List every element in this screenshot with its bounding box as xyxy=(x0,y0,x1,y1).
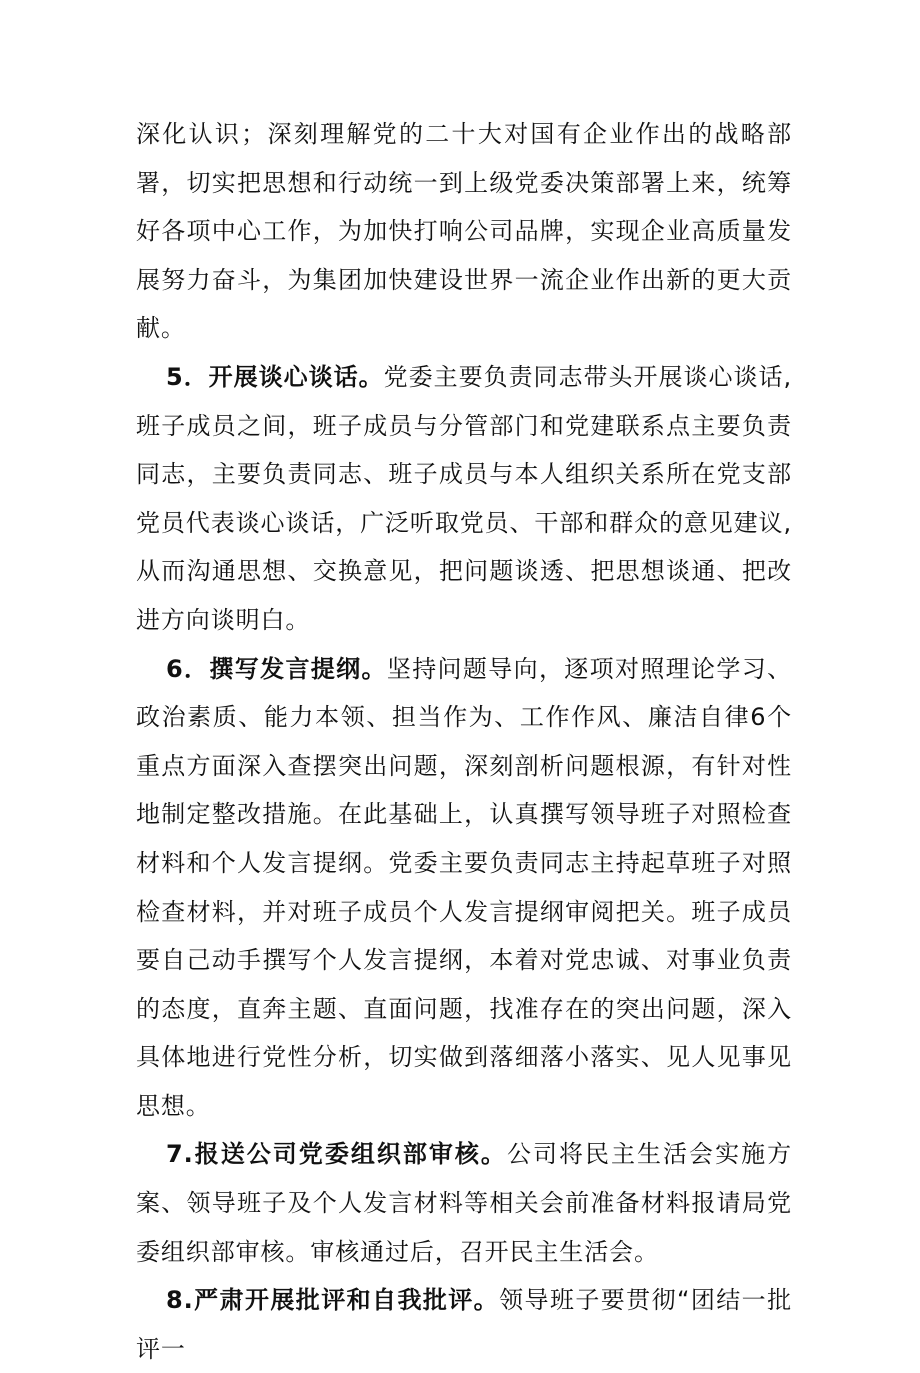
paragraph-heading: 6．撰写发言提纲。 xyxy=(166,654,387,683)
paragraph-body: 公司将民主生活会实施方案、领导班子及个人发言材料等相关会前准备材料报请局党委组织部审核。审核通过后，召开民主生活会。 xyxy=(136,1140,792,1266)
paragraph-item-5 xyxy=(136,353,792,645)
paragraph-body: 领导班子要贯彻“团结一批评一 xyxy=(136,1286,792,1363)
paragraph-heading: 8.严肃开展批评和自我批评。 xyxy=(166,1286,500,1315)
document-body xyxy=(136,110,792,1373)
paragraph-body: 党委主要负责同志带头开展谈心谈话,班子成员之间，班子成员与分管部门和党建联系点主要负责同志，主要负责同志、班子成员与本人组织关系所在党支部党员代表谈心谈话，广泛听取党员、干部和群众的意见建议,从而沟通思想、交换意见，把问题谈透、把思想谈通、把改进方向谈明白。 xyxy=(136,362,792,634)
paragraph-body: 坚持问题导向，逐项对照理论学习、政治素质、能力本领、担当作为、工作作风、廉洁自律6个重点方面深入查摆突出问题，深刻剖析问题根源，有针对性地制定整改措施。在此基础上，认真撰写领导班子对照检查材料和个人发言提纲。党委主要负责同志主持起草班子对照检查材料，并对班子成员个人发言提纲审阅把关。班子成员要自己动手撰写个人发言提纲，本着对党忠诚、对事业负责的态度，直奔主题、直面问题，找准存在的突出问题，深入具体地进行党性分析，切实做到落细落小落实、见人见事见思想。 xyxy=(136,654,792,1120)
paragraph-continuation xyxy=(136,110,792,353)
paragraph-body: 深化认识；深刻理解党的二十大对国有企业作出的战略部署，切实把思想和行动统一到上级党委决策部署上来，统筹好各项中心工作，为加快打响公司品牌，实现企业高质量发展努力奋斗，为集团加快建设世界一流企业作出新的更大贡献。 xyxy=(136,120,792,343)
paragraph-item-6 xyxy=(136,645,792,1131)
paragraph-item-7 xyxy=(136,1130,792,1276)
paragraph-heading: 7.报送公司党委组织部审核。 xyxy=(166,1140,507,1169)
paragraph-heading: 5．开展谈心谈话。 xyxy=(166,362,384,391)
paragraph-item-8 xyxy=(136,1276,792,1373)
